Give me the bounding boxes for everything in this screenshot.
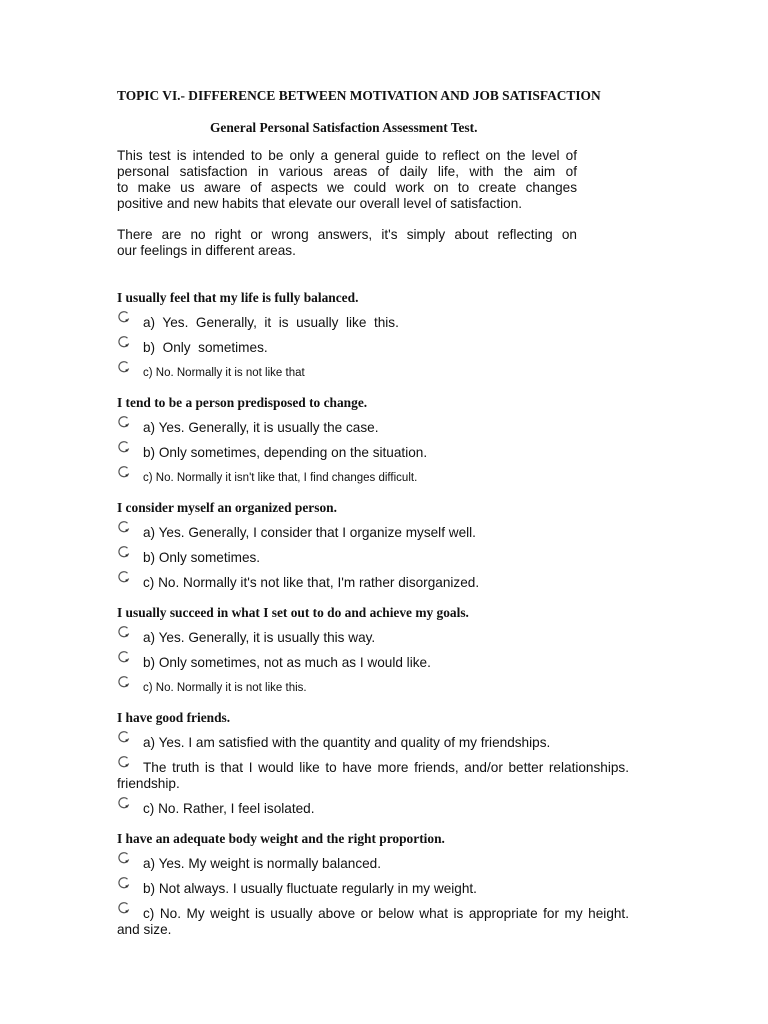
answer-label: a) Yes. Generally, it is usually this way. xyxy=(143,630,376,645)
answer-option[interactable] xyxy=(117,365,629,381)
answer-label: c) No. My weight is usually above or below what is appropriate for my height. and size. xyxy=(117,906,629,937)
answer-option[interactable] xyxy=(117,655,629,671)
answer-option[interactable] xyxy=(117,881,629,897)
question-block xyxy=(117,500,629,591)
radio-button-icon[interactable] xyxy=(117,310,131,324)
radio-button-icon[interactable] xyxy=(117,625,131,639)
radio-button-icon[interactable] xyxy=(117,675,131,689)
answer-option[interactable] xyxy=(117,315,629,331)
document-page xyxy=(117,88,629,938)
answer-option[interactable] xyxy=(117,420,629,436)
radio-button-icon[interactable] xyxy=(117,570,131,584)
radio-button-icon[interactable] xyxy=(117,901,131,915)
answer-label: b) Only sometimes. xyxy=(143,340,268,355)
test-subtitle: General Personal Satisfaction Assessment Test. xyxy=(210,120,478,135)
answer-label: c) No. Rather, I feel isolated. xyxy=(143,801,315,816)
answer-label: c) No. Normally it is not like that xyxy=(143,367,305,379)
answer-option[interactable] xyxy=(117,760,629,792)
answer-label: c) No. Normally it's not like that, I'm rather disorganized. xyxy=(143,575,480,590)
answer-option[interactable] xyxy=(117,801,629,817)
intro-line: This test is intended to be only a general guide to reflect on the level of xyxy=(117,148,577,163)
intro-paragraph xyxy=(117,148,577,212)
question-text: I usually feel that my life is fully balanced. xyxy=(117,290,359,305)
answer-option[interactable] xyxy=(117,470,629,486)
question-block xyxy=(117,605,629,696)
question-text: I have good friends. xyxy=(117,710,231,725)
question-block xyxy=(117,290,629,381)
answer-label: b) Only sometimes. xyxy=(143,550,261,565)
answer-option[interactable] xyxy=(117,445,629,461)
question-block xyxy=(117,831,629,938)
intro-line: positive and new habits that elevate our overall level of satisfaction. xyxy=(117,196,523,211)
radio-button-icon[interactable] xyxy=(117,755,131,769)
answer-option[interactable] xyxy=(117,550,629,566)
answer-label: b) Not always. I usually fluctuate regularly in my weight. xyxy=(143,881,477,896)
note-line: our feelings in different areas. xyxy=(117,243,296,258)
answer-label: a) Yes. Generally, I consider that I organize myself well. xyxy=(143,525,476,540)
radio-button-icon[interactable] xyxy=(117,650,131,664)
radio-button-icon[interactable] xyxy=(117,545,131,559)
answer-option[interactable] xyxy=(117,735,629,751)
radio-button-icon[interactable] xyxy=(117,730,131,744)
note-line: There are no right or wrong answers, it's simply about reflecting on xyxy=(117,227,577,242)
radio-button-icon[interactable] xyxy=(117,440,131,454)
topic-title: TOPIC VI.- DIFFERENCE BETWEEN MOTIVATION AND JOB SATISFACTION xyxy=(117,88,601,103)
answer-option[interactable] xyxy=(117,630,629,646)
radio-button-icon[interactable] xyxy=(117,876,131,890)
radio-button-icon[interactable] xyxy=(117,465,131,479)
answer-option[interactable] xyxy=(117,856,629,872)
answer-option[interactable] xyxy=(117,906,629,938)
question-text: I usually succeed in what I set out to do and achieve my goals. xyxy=(117,605,469,620)
radio-button-icon[interactable] xyxy=(117,360,131,374)
radio-button-icon[interactable] xyxy=(117,415,131,429)
answer-label: a) Yes. Generally, it is usually the case. xyxy=(143,420,379,435)
question-block xyxy=(117,395,629,486)
answer-option[interactable] xyxy=(117,575,629,591)
answer-label: a) Yes. Generally, it is usually like this. xyxy=(143,315,399,330)
answer-label: b) Only sometimes, not as much as I would like. xyxy=(143,655,431,670)
answer-label: c) No. Normally it is not like this. xyxy=(143,682,307,694)
radio-button-icon[interactable] xyxy=(117,520,131,534)
radio-button-icon[interactable] xyxy=(117,335,131,349)
radio-button-icon[interactable] xyxy=(117,851,131,865)
answer-label: c) No. Normally it isn't like that, I find changes difficult. xyxy=(143,472,418,484)
intro-line: personal satisfaction in various areas of daily life, with the aim of xyxy=(117,164,577,179)
note-paragraph xyxy=(117,227,577,259)
answer-option[interactable] xyxy=(117,525,629,541)
answer-label: b) Only sometimes, depending on the situation. xyxy=(143,445,428,460)
intro-line: to make us aware of aspects we could work on to create changes xyxy=(117,180,577,195)
radio-button-icon[interactable] xyxy=(117,796,131,810)
question-text: I tend to be a person predisposed to change. xyxy=(117,395,368,410)
answer-label: a) Yes. My weight is normally balanced. xyxy=(143,856,382,871)
answer-option[interactable] xyxy=(117,680,629,696)
question-text: I have an adequate body weight and the right proportion. xyxy=(117,831,445,846)
answer-label: The truth is that I would like to have more friends, and/or better relationships. friendship. xyxy=(117,760,629,791)
question-text: I consider myself an organized person. xyxy=(117,500,337,515)
answer-label: a) Yes. I am satisfied with the quantity and quality of my friendships. xyxy=(143,735,551,750)
question-block xyxy=(117,710,629,817)
answer-option[interactable] xyxy=(117,340,629,356)
